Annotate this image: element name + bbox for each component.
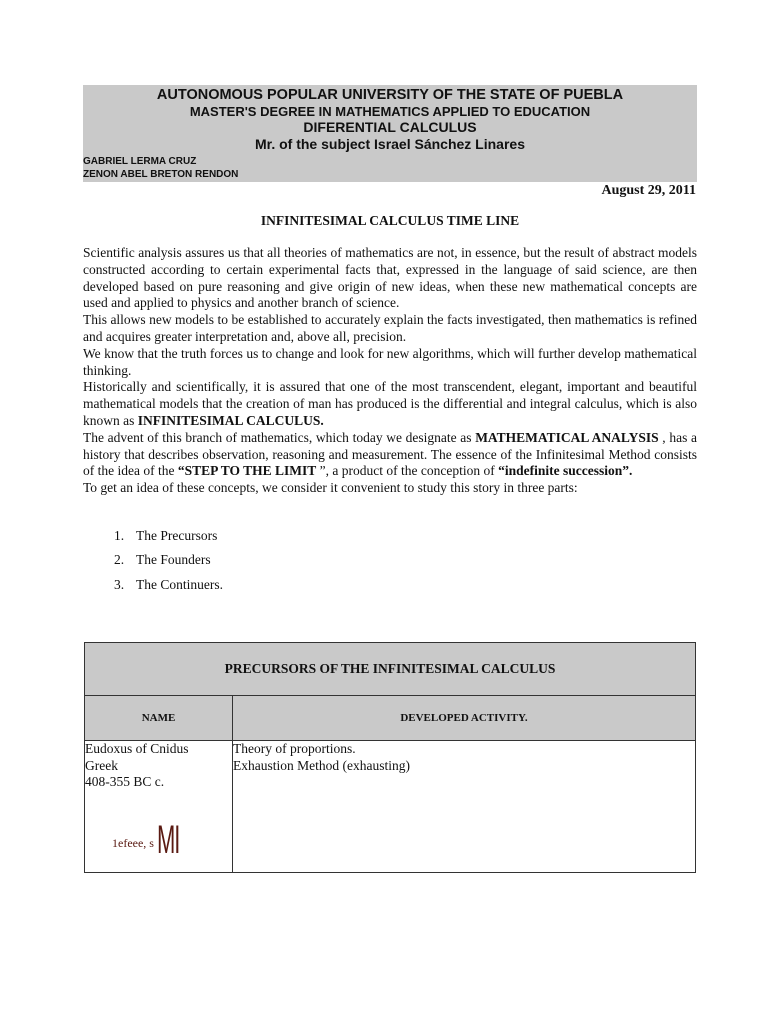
author-2: ZENON ABEL BRETON RENDON: [83, 169, 239, 180]
paragraph-4-text: Historically and scientifically, it is assured that one of the most transcendent, elegant, important and beautiful mathematical models that the creation of man has produced is the differential and integral calculus, which is also known as: [83, 379, 697, 428]
column-header-activity: DEVELOPED ACTIVITY.: [233, 696, 696, 741]
activity-line: Exhaustion Method (exhausting): [233, 757, 410, 773]
signature-initials: MI: [156, 818, 180, 862]
parts-list: [114, 528, 223, 601]
activity-cell: [233, 741, 696, 873]
list-item-number: 3.: [114, 576, 125, 592]
paragraph-5-emphasis-b: “STEP TO THE LIMIT: [177, 463, 317, 479]
teacher-name: Mr. of the subject Israel Sánchez Linares: [255, 136, 525, 152]
list-item-label: The Continuers.: [136, 576, 223, 592]
paragraph-4: [83, 379, 697, 429]
activity-line: Theory of proportions.: [233, 741, 356, 756]
list-item: [114, 528, 223, 552]
name-line: Greek: [85, 757, 118, 773]
degree-name: MASTER'S DEGREE IN MATHEMATICS APPLIED TO EDUCATION: [189, 104, 591, 119]
signature-small-text: 1efeee, s: [112, 836, 154, 850]
paragraph-5: [83, 430, 697, 480]
paragraph-1: Scientific analysis assures us that all theories of mathematics are not, in essence, but the result of abstract models constructed according to certain experimental facts that, expressed in the language of said science, are then developed based on pure reasoning and give origin of new ideas, when these new mathematical concepts are used and applied to physics and another branch of science.: [83, 245, 697, 311]
subject-name: DIFERENTIAL CALCULUS: [303, 119, 477, 135]
paragraph-5-text-a: The advent of this branch of mathematics, which today we designate as: [83, 429, 476, 445]
paragraph-5-text-c: ”, a product of the conception of: [316, 463, 499, 479]
list-item: [114, 577, 223, 601]
body-text: [83, 245, 697, 497]
paragraph-5-emphasis-a: MATHEMATICAL ANALYSIS: [475, 429, 659, 445]
document-date: August 29, 2011: [601, 183, 696, 198]
handwritten-signature: [112, 818, 197, 863]
university-name: AUTONOMOUS POPULAR UNIVERSITY OF THE STATE OF PUEBLA: [156, 87, 624, 103]
list-item-label: The Founders: [136, 552, 211, 568]
name-line: Eudoxus of Cnidus: [85, 741, 189, 756]
author-1: GABRIEL LERMA CRUZ: [83, 156, 197, 167]
paragraph-5-emphasis-c: “indefinite succession”.: [498, 463, 633, 479]
paragraph-3: We know that the truth forces us to change and look for new algorithms, which will further develop mathematical thinking.: [83, 345, 697, 378]
document-header: [83, 85, 697, 182]
document-title: INFINITESIMAL CALCULUS TIME LINE: [260, 213, 520, 228]
list-item-label: The Precursors: [136, 528, 218, 543]
list-item: [114, 552, 223, 576]
paragraph-2: This allows new models to be established to accurately explain the facts investigated, then mathematics is refined and acquires greater interpretation and, above all, precision.: [83, 312, 697, 344]
column-header-name: NAME: [85, 696, 233, 741]
table-caption: PRECURSORS OF THE INFINITESIMAL CALCULUS: [85, 643, 696, 696]
name-line: 408-355 BC c.: [85, 774, 165, 789]
paragraph-5-text-b: , has a history that describes observation, reasoning and measurement. The essence of the Infinitesimal Method consists of the idea of the: [83, 429, 697, 479]
list-item-number: 1.: [114, 528, 125, 543]
paragraph-6: To get an idea of these concepts, we consider it convenient to study this story in three parts:: [83, 480, 578, 496]
list-item-number: 2.: [114, 552, 125, 568]
paragraph-4-emphasis: INFINITESIMAL CALCULUS.: [137, 412, 324, 428]
